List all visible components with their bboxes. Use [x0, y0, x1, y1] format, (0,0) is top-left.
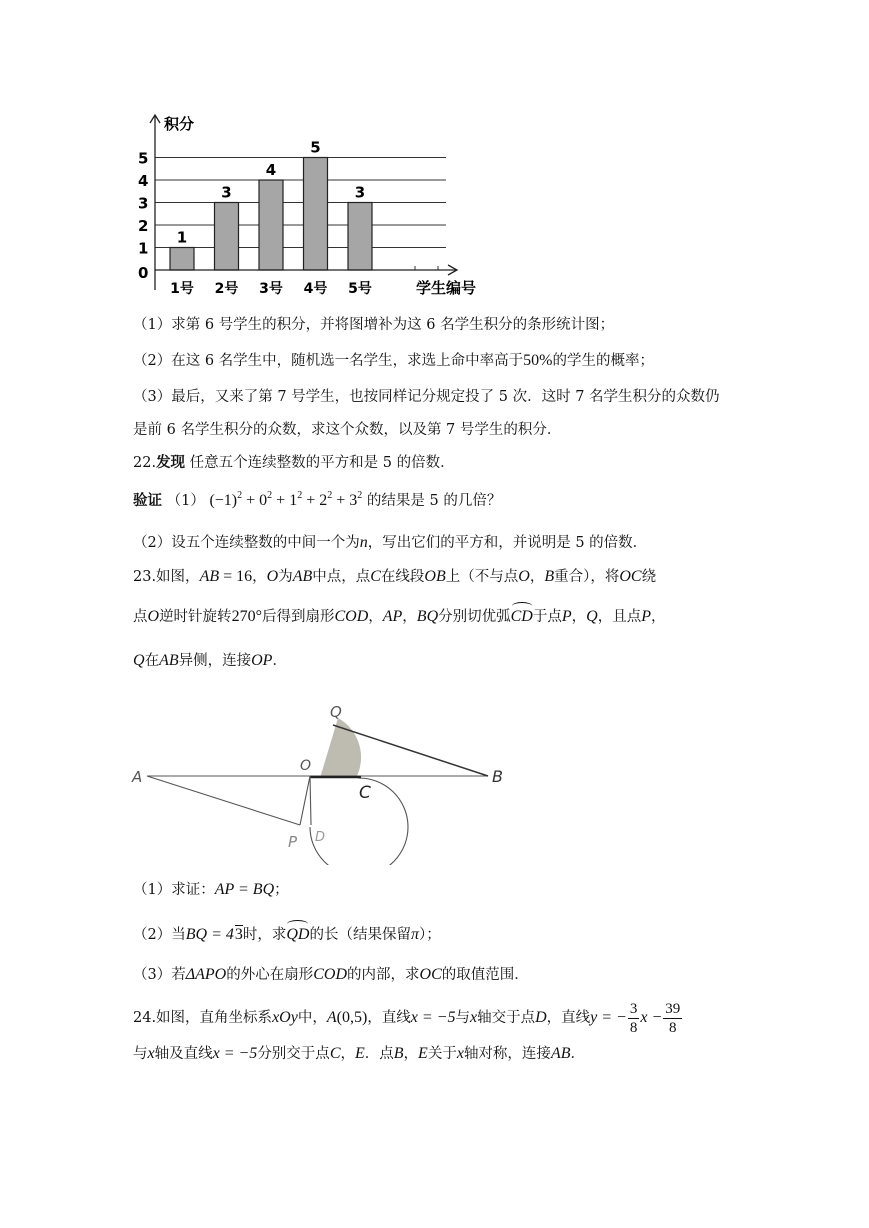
q22-discover: 22.发现 任意五个连续整数的平方和是 5 的倍数． — [133, 455, 455, 471]
bar-chart — [128, 110, 488, 300]
y-tick-label: 4 — [138, 172, 149, 190]
x-tick-label: 4号 — [303, 281, 328, 297]
q22-verify-2: （2）设五个连续整数的中间一个为n，写出它们的平方和，并说明是 5 的倍数． — [133, 534, 648, 551]
q21-part3-line1: （3）最后，又来了第 7 号学生，也按同样记分规定投了 5 次．这时 7 名学生积分的众数仍 — [133, 389, 720, 405]
y-axis-title: 积分 — [164, 115, 195, 133]
y-tick-label: 3 — [138, 194, 149, 213]
fraction-39-8: $\frac{39}{8}$ — [665, 1000, 681, 1036]
q23-sub1: （1）求证：AP = BQ； — [133, 881, 289, 898]
q23-sub3: （3）若ΔAPO的外心在扇形COD的内部，求OC的取值范围． — [133, 966, 529, 983]
sqrt: 3 — [234, 926, 243, 943]
bar — [170, 248, 194, 271]
x-tick-label: 3号 — [259, 281, 283, 297]
label-a: A — [132, 768, 143, 786]
data-label: 3 — [221, 183, 232, 202]
q21-part2: （2）在这 6 名学生中，随机选一名学生，求选上命中率高于50%的学生的概率； — [133, 352, 654, 369]
label-c: C — [359, 783, 371, 803]
x-tick-label: 2号 — [214, 281, 239, 297]
q21-part3-line2: 是前 6 名学生积分的众数，求这个众数，以及第 7 号学生的积分． — [133, 422, 562, 438]
q24-line1: 24.如图，直角坐标系xOy中，A(0,5)，直线x = −5与x轴交于点D，直线y = − $\frac{3}{8}$ x − $\frac{39}{8}$ — [133, 1000, 681, 1036]
x-tick-label: 1号 — [170, 281, 194, 297]
q23-line1: 23.如图，AB = 16，O为AB中点，点C在线段OB上（不与点O，B重合），将OC绕 — [133, 568, 657, 585]
q24-line2: 与x轴及直线x = −5分别交于点C，E．点B，E关于x轴对称，连接AB． — [133, 1045, 585, 1062]
label-b: B — [492, 767, 503, 786]
chart-grid — [155, 158, 446, 271]
data-label: 1 — [176, 228, 188, 247]
x-axis-title: 学生编号 — [416, 279, 477, 297]
y-tick-labels — [138, 150, 148, 283]
q21-part1: （1）求第 6 号学生的积分，并将图增补为这 6 名学生积分的条形统计图； — [133, 317, 615, 333]
segment-od — [310, 776, 311, 825]
data-label: 4 — [265, 161, 277, 179]
label-q: Q — [330, 703, 342, 721]
y-tick-label: 2 — [138, 217, 149, 235]
y-tick-label: 5 — [138, 149, 149, 168]
bar — [348, 203, 372, 271]
label-o: O — [300, 758, 312, 774]
segment-op — [300, 776, 310, 825]
bar — [259, 180, 283, 270]
fraction-3-8: $\frac{3}{8}$ — [629, 1000, 638, 1036]
segment-ap — [147, 776, 300, 825]
q23-line3: Q在AB异侧，连接OP． — [133, 652, 287, 669]
geometry-figure — [130, 695, 530, 865]
x-tick-label: 5号 — [348, 281, 372, 297]
label-d: D — [315, 830, 326, 845]
q23-line2: 点O逆时针旋转270°后得到扇形COD，AP，BQ分别切优弧CD于点P，Q，且点P， — [133, 606, 665, 628]
y-tick-label: 0 — [138, 264, 149, 282]
bar — [215, 203, 239, 271]
x-tick-labels — [170, 280, 372, 297]
label-p: P — [288, 833, 298, 851]
y-tick-label: 1 — [138, 239, 149, 258]
data-label: 3 — [354, 183, 366, 202]
data-label: 5 — [310, 138, 321, 157]
bar — [304, 158, 328, 271]
q22-verify-1: 验证 （1） $(-1)^2 + 0^2 + 1^2 + 2^2 + 3^2$ 的结果是 5 的几倍？ — [133, 490, 502, 509]
q23-sub2: （2）当BQ = 43时，求QD的长（结果保留π）； — [133, 924, 441, 946]
